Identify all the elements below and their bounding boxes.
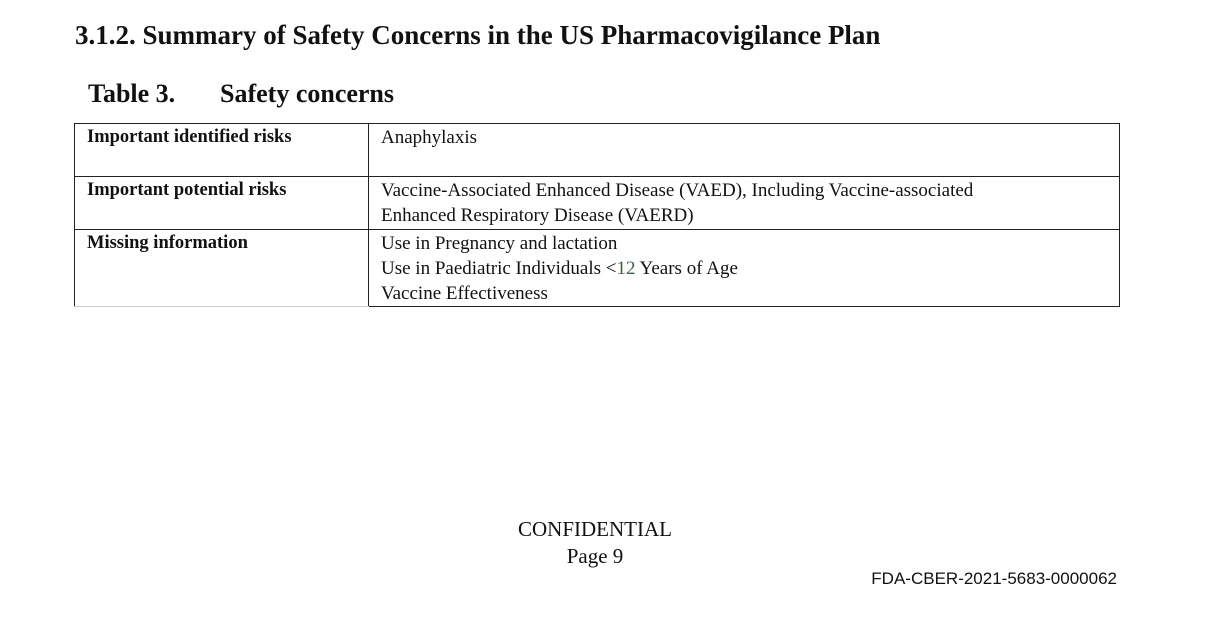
table-row: [75, 177, 1120, 230]
page-number: Page 9: [566, 544, 624, 568]
confidential-label: CONFIDENTIAL: [518, 517, 672, 541]
value-line: Enhanced Respiratory Disease (VAERD): [381, 205, 694, 226]
table-caption: [88, 77, 394, 111]
value-text-suffix: Years of Age: [635, 258, 738, 279]
row-values-potential-risks: [369, 177, 1120, 230]
table-row: [75, 124, 1120, 177]
age-number: 12: [616, 258, 636, 279]
row-values-missing-information: [369, 230, 1120, 307]
table-row: [75, 230, 1120, 307]
table-caption-title: Safety concerns: [220, 79, 395, 108]
safety-concerns-table: [74, 123, 1120, 307]
row-label-identified-risks: Important identified risks: [75, 124, 369, 177]
value-line: Vaccine-Associated Enhanced Disease (VAED), Including Vaccine-associated: [381, 180, 974, 201]
section-heading: 3.1.2. Summary of Safety Concerns in the US Pharmacovigilance Plan: [75, 20, 881, 50]
value-line: Use in Pregnancy and lactation: [381, 233, 618, 254]
value-line: Anaphylaxis: [381, 127, 478, 148]
row-label-missing-information: Missing information: [75, 230, 369, 307]
table-caption-label: Table 3.: [88, 79, 176, 108]
row-label-potential-risks: Important potential risks: [75, 177, 369, 230]
value-line-paediatric: [381, 256, 1107, 281]
document-id: FDA-CBER-2021-5683-0000062: [871, 569, 1117, 588]
value-line: Vaccine Effectiveness: [381, 283, 548, 304]
value-text-prefix: Use in Paediatric Individuals <: [381, 258, 617, 279]
row-values-identified-risks: [369, 124, 1120, 177]
